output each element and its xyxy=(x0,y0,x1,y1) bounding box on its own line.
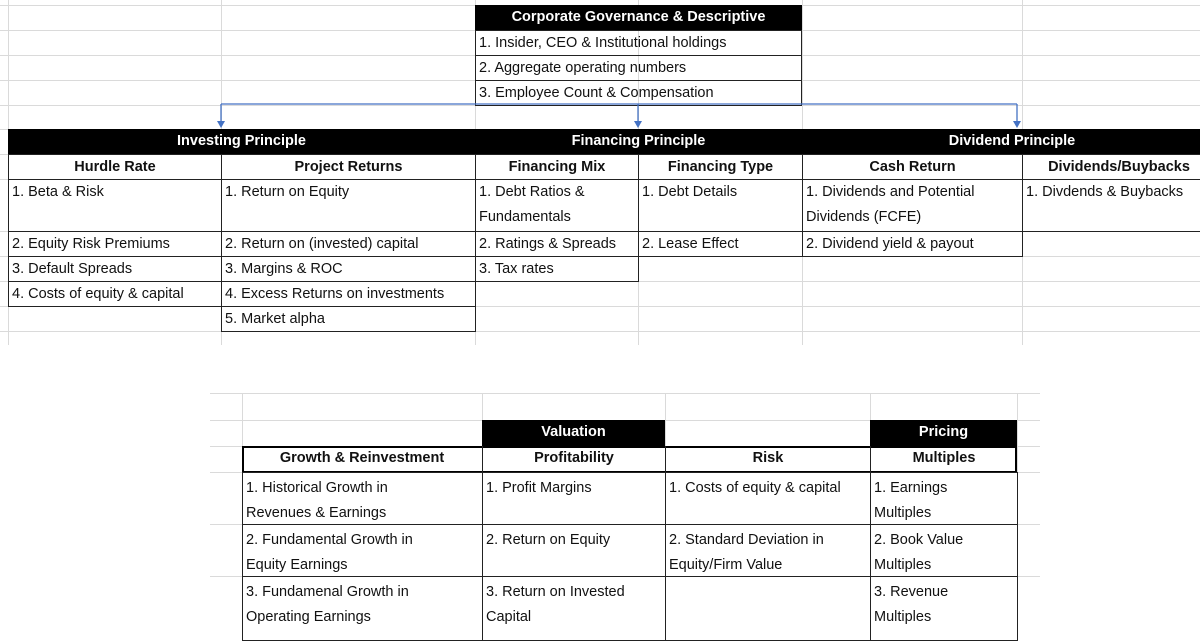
arrow-down-icon xyxy=(634,104,642,128)
column-header[interactable]: Cash Return xyxy=(802,154,1023,180)
governance-item[interactable]: 3. Employee Count & Compensation xyxy=(475,80,802,106)
table-cell[interactable]: 2. Return on Equity xyxy=(482,524,666,577)
table-cell[interactable]: 1. Beta & Risk xyxy=(8,179,222,232)
table-cell[interactable]: 1. Dividends and Potential Dividends (FCFE) xyxy=(802,179,1023,232)
table-cell[interactable]: 3. Revenue Multiples xyxy=(870,576,1018,641)
table-cell[interactable]: 3. Margins & ROC xyxy=(221,256,476,282)
column-header[interactable]: Financing Mix xyxy=(475,154,639,180)
table-cell[interactable]: 3. Default Spreads xyxy=(8,256,222,282)
table-cell[interactable]: 2. Fundamental Growth in Equity Earnings xyxy=(242,524,483,577)
group-label-valuation[interactable]: Valuation xyxy=(482,420,665,446)
column-header[interactable]: Financing Type xyxy=(638,154,803,180)
table-cell[interactable]: 2. Dividend yield & payout xyxy=(802,231,1023,257)
table-cell[interactable]: 3. Tax rates xyxy=(475,256,639,282)
table-cell[interactable] xyxy=(665,576,871,641)
column-header[interactable]: Hurdle Rate xyxy=(8,154,222,180)
table-cell[interactable]: 1. Historical Growth in Revenues & Earnings xyxy=(242,472,483,525)
column-header[interactable]: Project Returns xyxy=(221,154,476,180)
table-cell[interactable]: 5. Market alpha xyxy=(221,306,476,332)
table-cell[interactable]: 1. Debt Details xyxy=(638,179,803,232)
table-cell[interactable]: 3. Fundamenal Growth in Operating Earnings xyxy=(242,576,483,641)
governance-item[interactable]: 1. Insider, CEO & Institutional holdings xyxy=(475,30,802,56)
table-cell[interactable]: 4. Costs of equity & capital xyxy=(8,281,222,307)
arrow-down-icon xyxy=(1013,104,1021,128)
column-header[interactable]: Risk xyxy=(665,446,870,473)
table-cell[interactable]: 4. Excess Returns on investments xyxy=(221,281,476,307)
column-header[interactable]: Growth & Reinvestment xyxy=(279,450,445,466)
table-cell[interactable]: 2. Standard Deviation in Equity/Firm Value xyxy=(665,524,871,577)
column-header[interactable]: Dividends/Buybacks xyxy=(1022,154,1200,180)
column-header[interactable]: Profitability xyxy=(482,446,665,473)
table-cell[interactable]: 1. Return on Equity xyxy=(221,179,476,232)
table-cell[interactable]: 1. Divdends & Buybacks xyxy=(1022,179,1200,232)
group-label-pricing[interactable]: Pricing xyxy=(870,420,1017,446)
column-header[interactable]: Multiples xyxy=(870,446,1017,473)
table-cell[interactable]: 3. Return on Invested Capital xyxy=(482,576,666,641)
table-cell[interactable]: 2. Lease Effect xyxy=(638,231,803,257)
arrow-down-icon xyxy=(217,104,225,128)
table-cell[interactable]: 1. Debt Ratios & Fundamentals xyxy=(475,179,639,232)
table-cell[interactable]: 1. Earnings Multiples xyxy=(870,472,1018,525)
table-cell[interactable]: 1. Costs of equity & capital xyxy=(665,472,871,525)
principle-title[interactable]: Dividend Principle xyxy=(948,133,1076,149)
governance-item[interactable]: 2. Aggregate operating numbers xyxy=(475,55,802,81)
table-cell[interactable]: 2. Return on (invested) capital xyxy=(221,231,476,257)
table-cell[interactable]: 2. Book Value Multiples xyxy=(870,524,1018,577)
table-cell[interactable]: 1. Profit Margins xyxy=(482,472,666,525)
table-cell[interactable]: 2. Equity Risk Premiums xyxy=(8,231,222,257)
table-cell[interactable]: 2. Ratings & Spreads xyxy=(475,231,639,257)
principle-title[interactable]: Financing Principle xyxy=(571,133,706,149)
principle-title[interactable]: Investing Principle xyxy=(177,133,306,149)
governance-header[interactable]: Corporate Governance & Descriptive xyxy=(475,5,802,30)
